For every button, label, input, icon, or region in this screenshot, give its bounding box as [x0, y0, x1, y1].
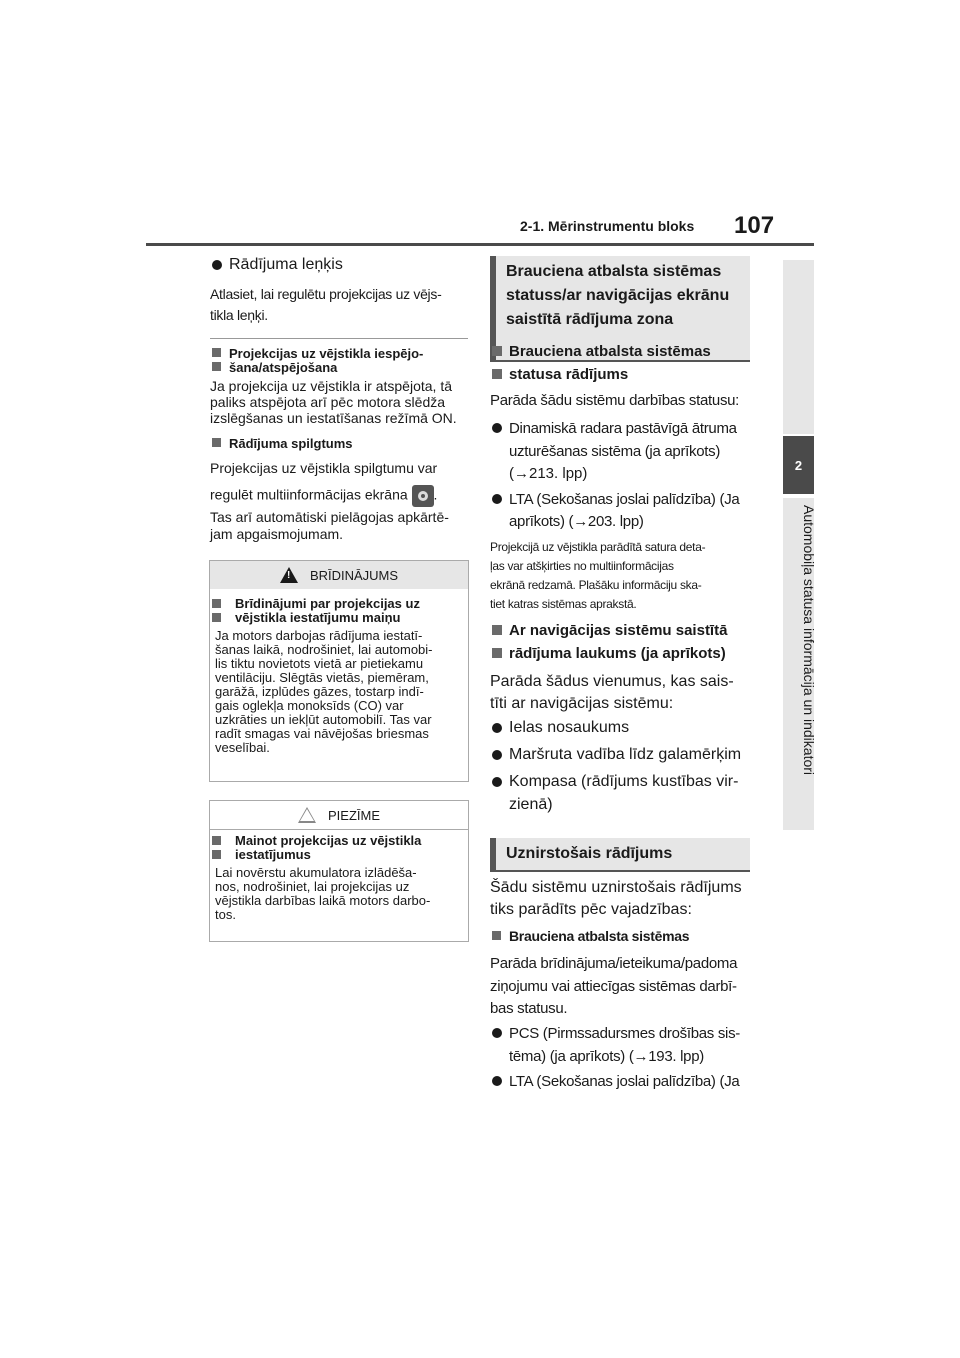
- note-line: Lai novērstu akumulatora izlādēša-: [215, 865, 417, 880]
- bullet-street-name: Ielas nosaukums: [490, 717, 629, 739]
- heading-enable-disable-line1: Projekcijas uz vējstikla iespējo-: [210, 346, 423, 361]
- bullet-pcs-line1: PCS (Pirmssadursmes drošības sis-: [490, 1022, 740, 1046]
- warning-line: veselībai.: [215, 740, 270, 755]
- note-box-body: [210, 829, 468, 932]
- note-box-header: [210, 801, 468, 829]
- heading-assist-status-line2: statusa rādījums: [490, 364, 628, 386]
- small-note-line3: ekrānā redzamā. Plašāku informāciju ska-: [490, 578, 702, 592]
- warning-line: šanas laikā, nodrošiniet, lai automobi-: [215, 642, 433, 657]
- warning-subheading-line1: Brīdinājumi par projekcijas uz: [210, 597, 468, 611]
- text-brightness-line4: jam apgaismojumam.: [210, 526, 344, 542]
- text-driving-assist-line1: Parāda brīdinājuma/ieteikuma/padoma: [490, 955, 738, 972]
- warning-subheading-line2: [210, 611, 468, 625]
- gear-icon: [412, 485, 434, 507]
- text-brightness-line2a: regulēt multiinformācijas ekrāna: [210, 486, 408, 503]
- text-driving-assist-line2: ziņojumu vai attiecīgas sistēmas darbī-: [490, 978, 737, 995]
- note-subheading-line2-text: iestatījumus: [235, 847, 311, 862]
- bullet-compass-line1: Kompasa (rādījums kustības vir-: [490, 771, 738, 793]
- text-angle-line1: Atlasiet, lai regulētu projekcijas uz vējs-: [210, 286, 442, 302]
- heading-driving-assist: Brauciena atbalsta sistēmas: [490, 929, 689, 944]
- note-line: vējstikla darbības laikā motors darbo-: [215, 893, 431, 908]
- heading-navigation-line1: Ar navigācijas sistēmu saistītā: [490, 620, 727, 642]
- bullet-lta-2: LTA (Sekošanas joslai palīdzība) (Ja: [490, 1070, 739, 1094]
- note-line: nos, nodrošiniet, lai projekcijas uz: [215, 879, 410, 894]
- small-note-line1: Projekcijā uz vējstikla parādītā satura deta-: [490, 540, 706, 554]
- bullet-lta-line2: aprīkots) (→203. lpp): [509, 513, 644, 530]
- warning-icon: [280, 567, 298, 583]
- bullet-display-angle: Rādījuma leņķis: [210, 254, 343, 276]
- text-enable-line1: Ja projekcija uz vējstikla ir atspējota, tā: [210, 378, 452, 394]
- warning-line: garāžā, izplūdes gāzes, tostarp indī-: [215, 684, 424, 699]
- warning-title: BRĪDINĀJUMS: [309, 567, 399, 583]
- note-subheading-line2: [210, 848, 468, 862]
- bullet-route-guidance: Maršruta vadība līdz galamērķim: [490, 744, 741, 766]
- bullet-lta-line1: LTA (Sekošanas joslai palīdzība) (Ja: [490, 488, 739, 512]
- heading-enable-disable-line2: šana/atspējošana: [210, 360, 337, 375]
- note-line: tos.: [215, 907, 236, 922]
- warning-box: [209, 560, 469, 782]
- warning-line: gais oglekļa monoksīds (CO) var: [215, 698, 404, 713]
- bullet-radar-cruise-line3: (→213. lpp): [509, 465, 588, 482]
- bullet-pcs-line2: tēma) (ja aprīkots) (→193. lpp): [509, 1048, 704, 1065]
- bullet-radar-cruise-line2: uzturēšanas sistēma (ja aprīkots): [509, 443, 721, 460]
- text-navigation-line1: Parāda šādus vienumus, kas sais-: [490, 673, 734, 690]
- warning-line: Ja motors darbojas rādījuma iestatī-: [215, 628, 423, 643]
- text-brightness-line1: Projekcijas uz vējstikla spilgtumu var: [210, 460, 438, 476]
- note-subheading-line1: Mainot projekcijas uz vējstikla: [210, 834, 468, 848]
- note-box: [209, 800, 469, 942]
- text-enable-line3: izslēgšanas un iestatīšanas režīmā ON.: [210, 410, 457, 426]
- note-title: PIEZĪME: [327, 807, 380, 823]
- text-driving-assist-line3: bas statusu.: [490, 1000, 568, 1017]
- chapter-label: Automobiļa statusa informācija un indikatori: [801, 505, 817, 776]
- text-angle-line2: tikla leņķi.: [210, 307, 268, 323]
- text-brightness-line3: Tas arī automātiski pielāgojas apkārtē-: [210, 509, 449, 525]
- text-popup-line1: Šādu sistēmu uznirstošais rādījums: [490, 879, 742, 896]
- text-navigation-line2: tīti ar navigācijas sistēmu:: [490, 695, 674, 712]
- warning-line: lis tiktu novietots vietā ar pietiekamu: [215, 656, 424, 671]
- text-enable-line2: paliks atspējota arī pēc motora slēdža: [210, 394, 446, 410]
- text-assist-status: Parāda šādu sistēmu darbības statusu:: [490, 392, 740, 409]
- heading-navigation-line2: rādījuma laukums (ja aprīkots): [490, 643, 726, 665]
- small-note-line4: tiet katras sistēmas aprakstā.: [490, 597, 637, 611]
- page-number: 107: [734, 212, 775, 239]
- banner-line: saistītā rādījuma zona: [506, 311, 674, 328]
- heading-assist-status-line1: Brauciena atbalsta sistēmas: [490, 341, 711, 363]
- text-brightness-line2: [210, 485, 437, 507]
- warning-subheading-line2-text: vējstikla iestatījumu maiņu: [235, 610, 401, 625]
- banner-line: Brauciena atbalsta sistēmas: [506, 263, 722, 280]
- banner-popup-display: Uznirstošais rādījums: [490, 838, 750, 872]
- header-rule: [146, 243, 814, 246]
- divider: [210, 338, 468, 339]
- warning-box-header: [210, 561, 468, 589]
- warning-line: radīt smagas vai nāvējošas briesmas: [215, 726, 429, 741]
- text-brightness-line2b: .: [433, 486, 438, 503]
- note-icon: [298, 807, 316, 823]
- warning-line: uzkrāties un iekļūt automobilī. Tas var: [215, 712, 432, 727]
- warning-text: [210, 629, 468, 755]
- chapter-tab: 2: [783, 436, 814, 494]
- banner-line: statuss/ar navigācijas ekrānu: [506, 287, 730, 304]
- warning-line: ventilāciju. Slēgtās vietās, piemēram,: [215, 670, 429, 685]
- bullet-compass-line2: zienā): [509, 796, 553, 813]
- note-text: [210, 866, 468, 922]
- small-note-line2: ļas var atšķirties no multiinformācijas: [490, 559, 674, 573]
- bullet-radar-cruise-line1: Dinamiskā radara pastāvīgā ātruma: [490, 417, 737, 441]
- section-title: 2-1. Mērinstrumentu bloks: [520, 218, 695, 234]
- text-popup-line2: tiks parādīts pēc vajadzības:: [490, 901, 692, 918]
- heading-brightness: Rādījuma spilgtums: [210, 436, 353, 451]
- warning-box-body: [210, 589, 468, 765]
- side-tab-bar-top: [783, 260, 814, 434]
